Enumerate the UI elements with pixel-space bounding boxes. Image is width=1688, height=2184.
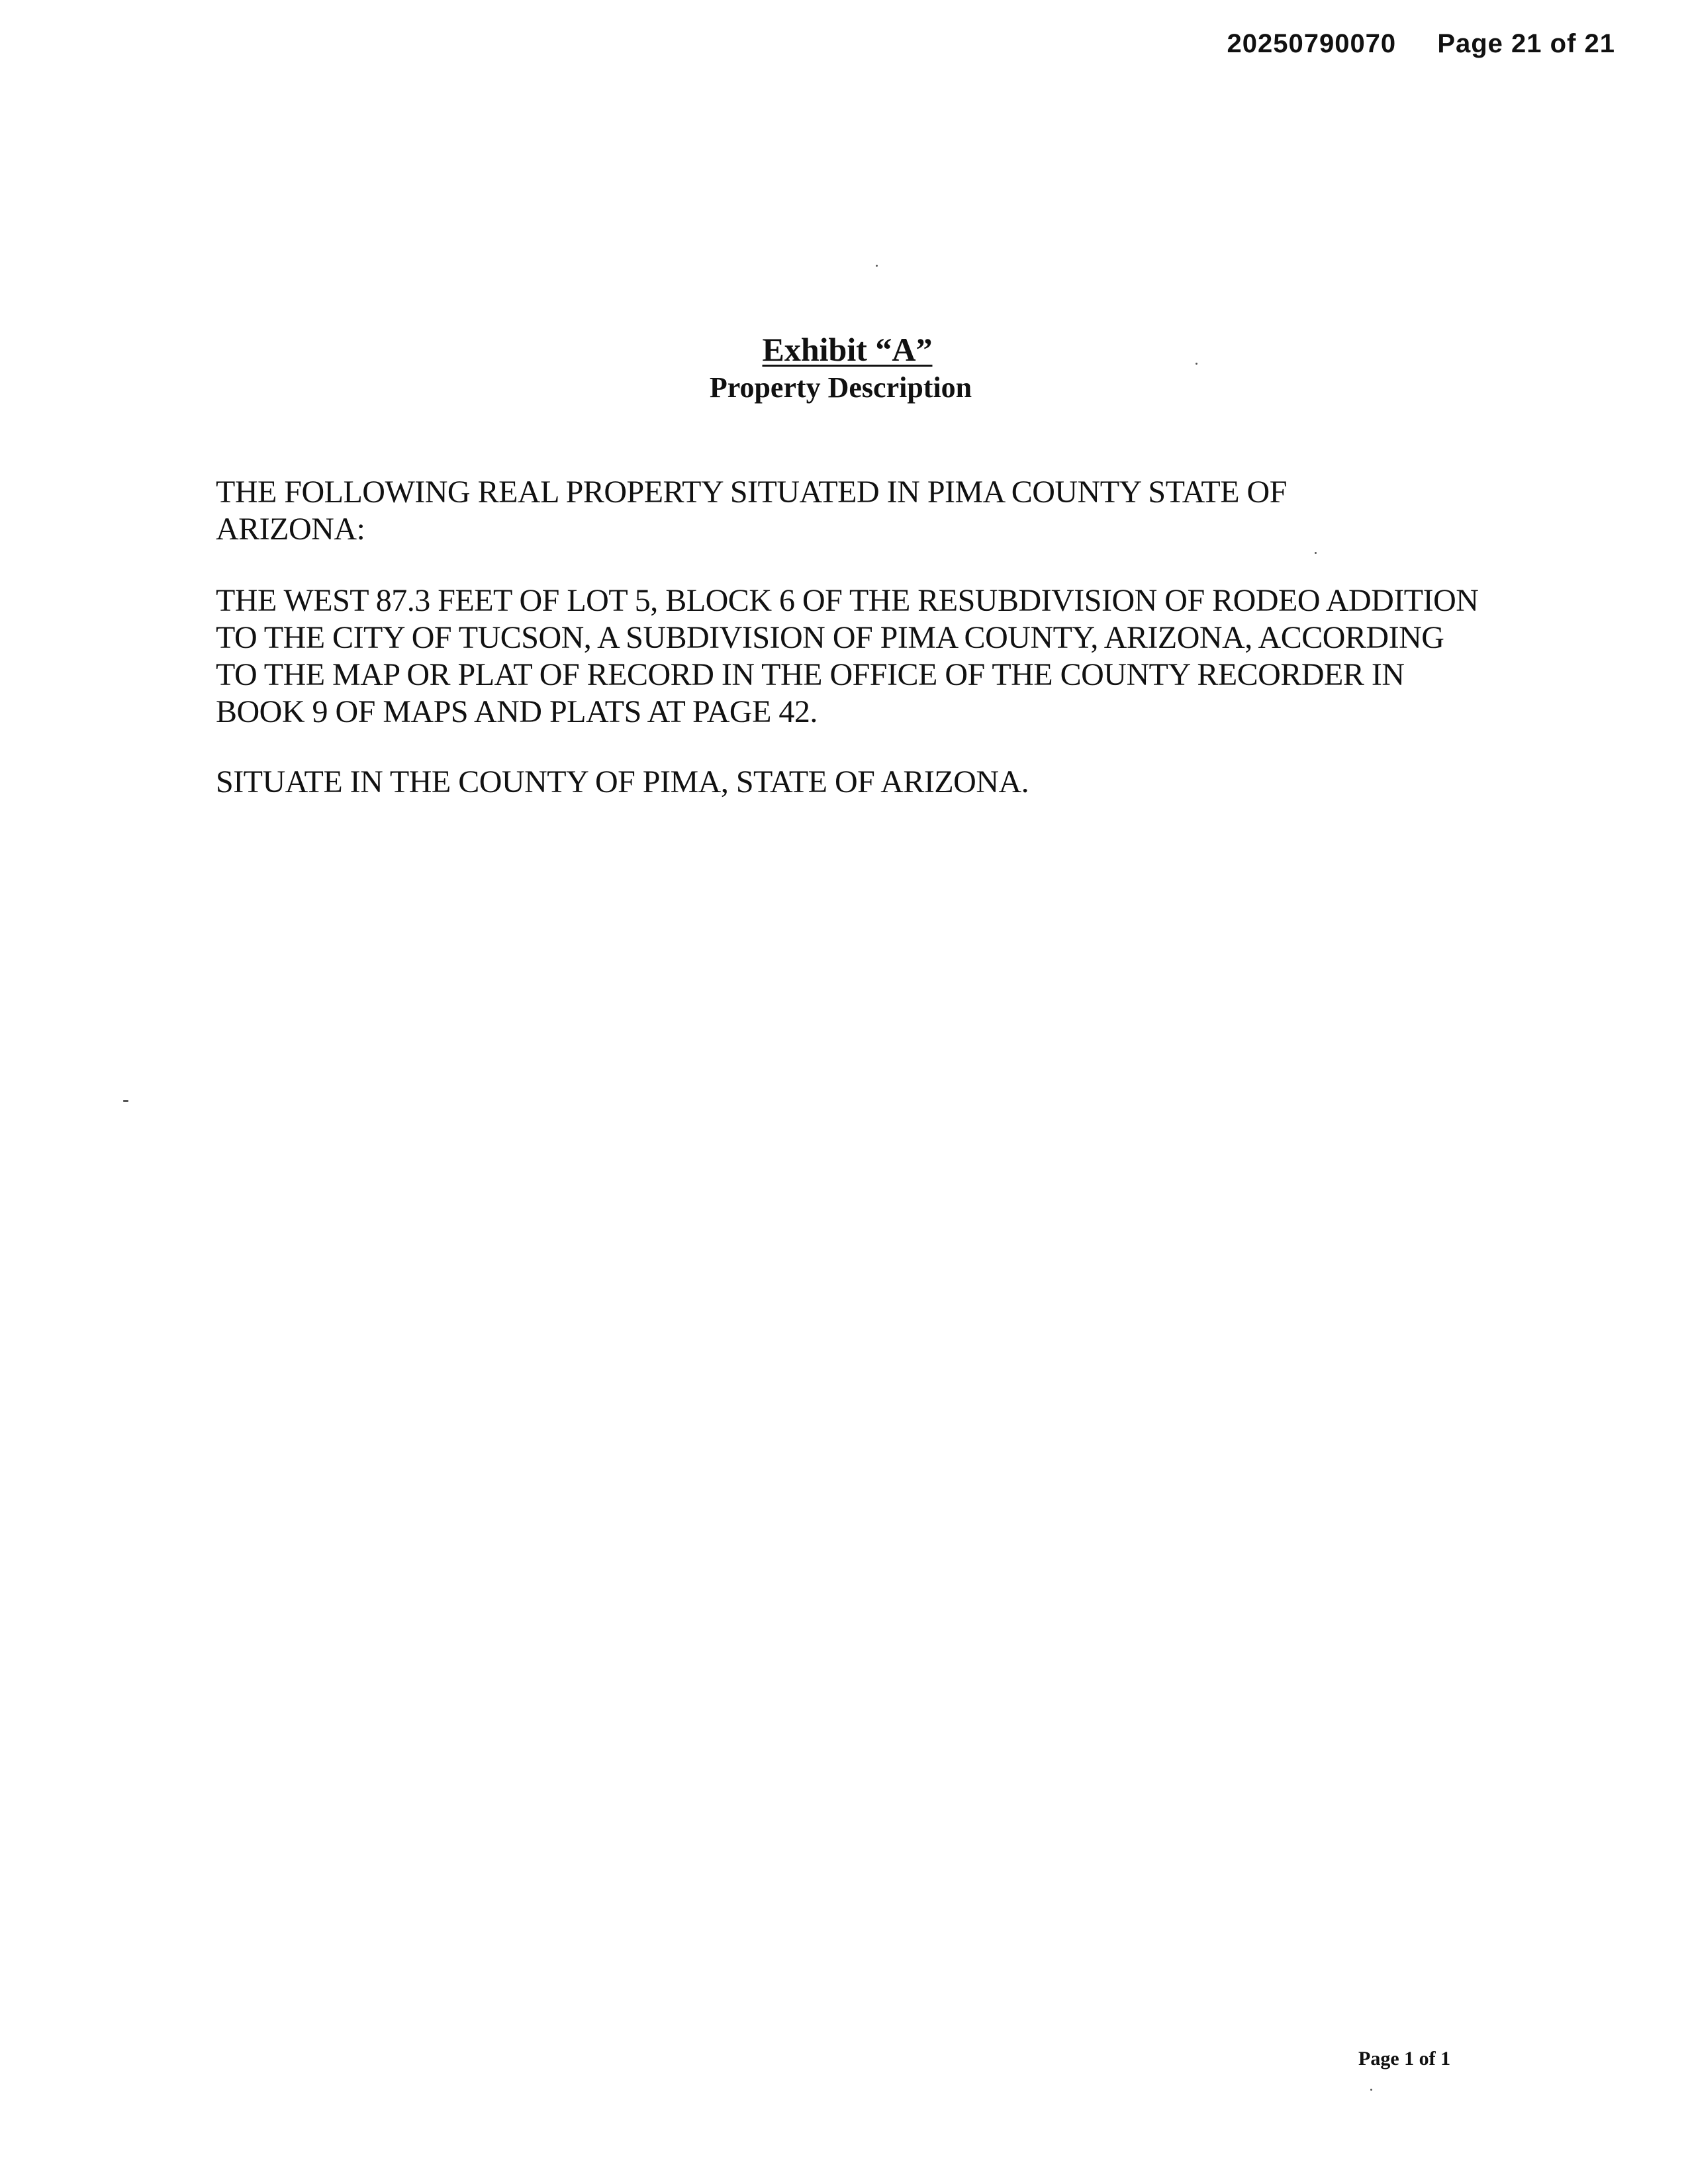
recording-page-label: Page 21 of 21: [1437, 29, 1615, 58]
recording-stamp: [1227, 29, 1615, 59]
scan-speck: [876, 265, 878, 267]
scan-speck: [1196, 363, 1197, 365]
intro-paragraph: THE FOLLOWING REAL PROPERTY SITUATED IN PIMA COUNTY STATE OF ARIZONA:: [216, 475, 1287, 547]
legal-description-paragraph: THE WEST 87.3 FEET OF LOT 5, BLOCK 6 OF THE RESUBDIVISION OF RODEO ADDITION TO THE CITY OF TUCSON, A SUBDIVISION OF PIMA COUNTY, ARIZONA, ACCORDING TO THE MAP OR PLAT OF RECORD IN THE OFFICE OF THE COUNTY RECORDER IN BOOK 9 OF MAPS AND PLATS AT PAGE 42.: [216, 583, 1479, 729]
scan-speck: [1315, 552, 1317, 554]
exhibit-subtitle: Property Description: [709, 371, 972, 404]
scan-speck: [1370, 2089, 1372, 2091]
scan-speck: [123, 1100, 128, 1102]
exhibit-title: Exhibit “A”: [762, 331, 933, 368]
document-number: 20250790070: [1227, 29, 1397, 58]
situate-paragraph: SITUATE IN THE COUNTY OF PIMA, STATE OF ARIZONA.: [216, 764, 1029, 799]
exhibit-heading: [0, 330, 1688, 406]
page-footer: Page 1 of 1: [1358, 2048, 1451, 2070]
